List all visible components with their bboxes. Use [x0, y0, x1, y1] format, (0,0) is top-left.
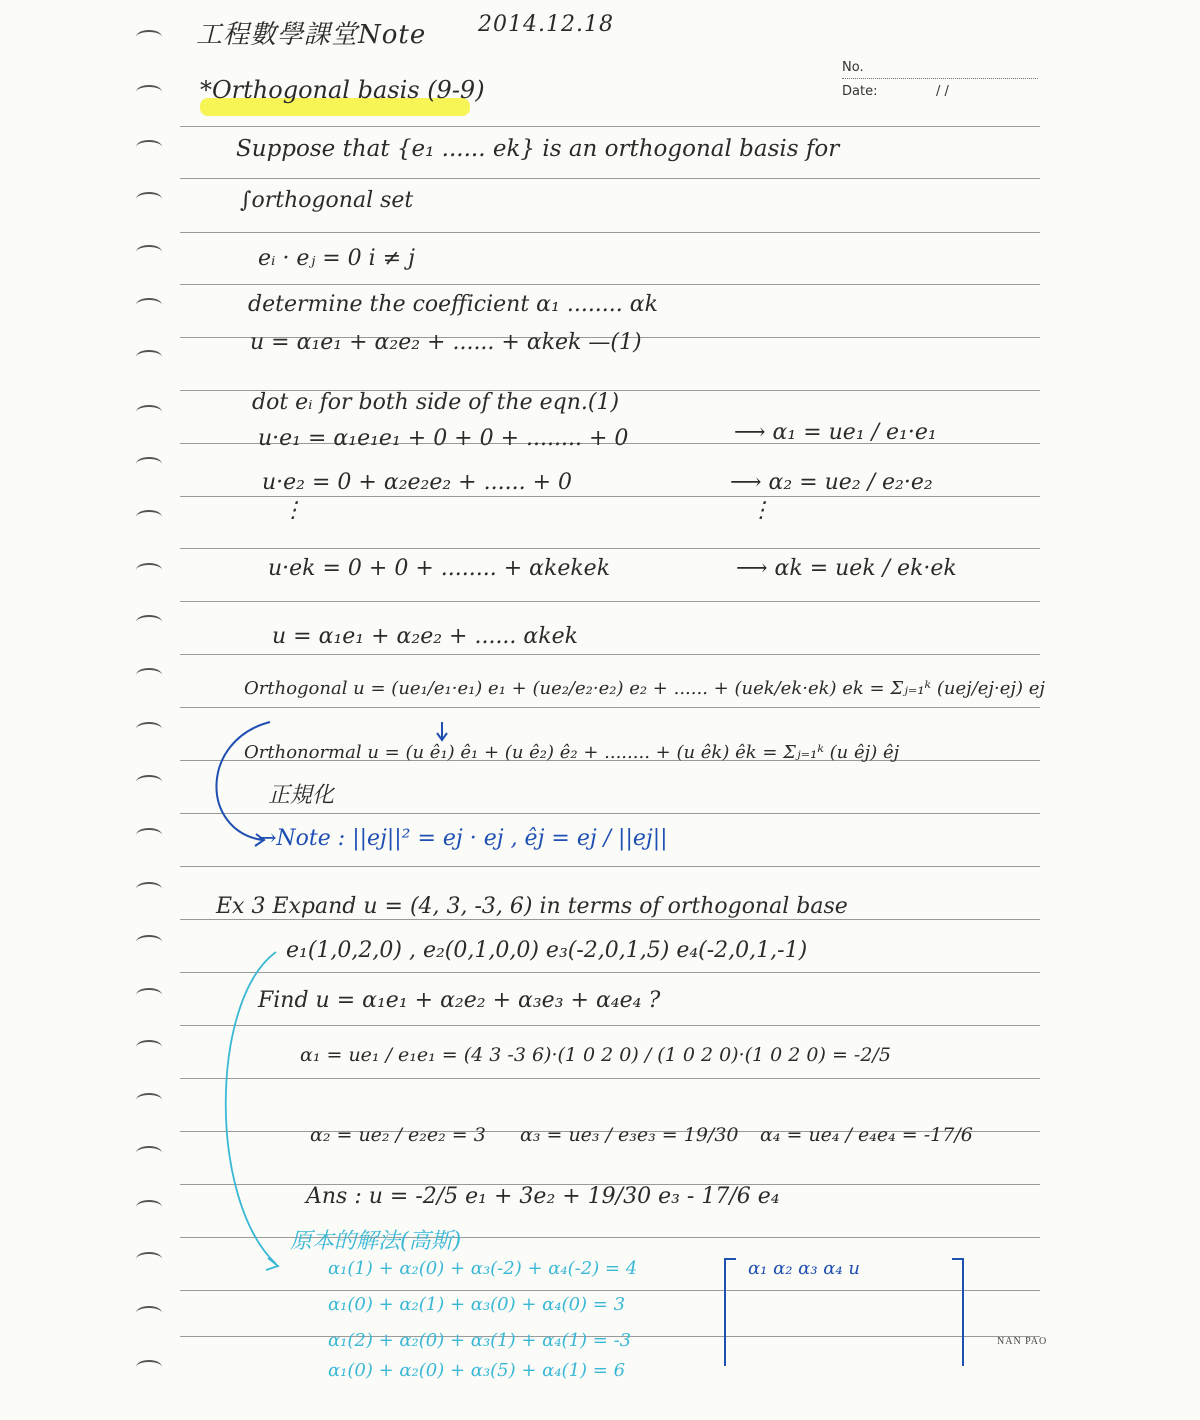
- gauss-title: 原本的解法(高斯): [290, 1229, 462, 1254]
- note-line: u = α₁e₁ + α₂e₂ + ...... + αkek —(1): [250, 330, 642, 355]
- gauss-equation: α₁(0) + α₂(0) + α₃(5) + α₄(1) = 6: [328, 1360, 626, 1381]
- note-line: ∫orthogonal set: [240, 188, 414, 213]
- alpha-2: α₂ = ue₂ / e₂e₂ = 3: [310, 1124, 486, 1146]
- note-line: 正規化: [268, 783, 335, 808]
- matrix-header: α₁ α₂ α₃ α₄ u: [748, 1258, 860, 1279]
- alpha-4: α₄ = ue₄ / e₄e₄ = -17/6: [760, 1124, 973, 1146]
- note-line-result: ⟶ α₁ = ue₁ / e₁·e₁: [734, 420, 937, 445]
- gauss-equation: α₁(2) + α₂(0) + α₃(1) + α₄(1) = -3: [328, 1330, 632, 1351]
- date-label: Date:: [842, 84, 878, 99]
- note-line-result: ⟶ α₂ = ue₂ / e₂·e₂: [730, 470, 933, 495]
- alpha-3: α₃ = ue₃ / e₃e₃ = 19/30: [520, 1124, 739, 1146]
- note-annotation: →Note : ||ej||² = ej · ej , êj = ej / ||ej||: [258, 826, 668, 851]
- alpha-1: α₁ = ue₁ / e₁e₁ = (4 3 -3 6)·(1 0 2 0) / (1 0 2 0)·(1 0 2 0) = -2/5: [300, 1044, 891, 1066]
- page-title: 工程數學課堂Note: [196, 20, 427, 50]
- example-vectors: e₁(1,0,2,0) , e₂(0,1,0,0) e₃(-2,0,1,5) e₄(-2,0,1,-1): [286, 938, 808, 963]
- section-heading: *Orthogonal basis (9-9): [200, 76, 485, 104]
- gauss-equation: α₁(0) + α₂(1) + α₃(0) + α₄(0) = 3: [328, 1294, 626, 1315]
- vertical-dots: ⋮: [282, 498, 304, 523]
- gauss-equation: α₁(1) + α₂(0) + α₃(-2) + α₄(-2) = 4: [328, 1258, 638, 1279]
- answer: Ans : u = -2/5 e₁ + 3e₂ + 19/30 e₃ - 17/6 e₄: [306, 1184, 780, 1209]
- note-line-result: ⟶ αk = uek / ek·ek: [736, 556, 957, 581]
- note-line: u·ek = 0 + 0 + ........ + αkekek: [268, 556, 611, 581]
- cyan-curved-arrow: [226, 952, 276, 1264]
- note-line: u·e₁ = α₁e₁e₁ + 0 + 0 + ........ + 0: [258, 426, 629, 451]
- note-line: Suppose that {e₁ ...... ek} is an orthogonal basis for: [236, 136, 840, 162]
- note-line: u·e₂ = 0 + α₂e₂e₂ + ...... + 0: [262, 470, 572, 495]
- note-line: Orthogonal u = (ue₁/e₁·e₁) e₁ + (ue₂/e₂·e₂) e₂ + ...... + (uek/ek·ek) ek = Σⱼ₌₁ᵏ (uej/ej·ej) ej: [244, 678, 1045, 699]
- note-line: eᵢ · eⱼ = 0 i ≠ j: [258, 246, 415, 271]
- note-line: dot eᵢ for both side of the eqn.(1): [252, 390, 620, 415]
- blue-curved-arrow: [216, 722, 270, 840]
- page-date: 2014.12.18: [478, 12, 614, 37]
- note-line: determine the coefficient α₁ ........ αk: [248, 292, 658, 317]
- note-line: Orthonormal u = (u ê₁) ê₁ + (u ê₂) ê₂ + ........ + (u êk) êk = Σⱼ₌₁ᵏ (u êj) êj: [244, 742, 900, 763]
- note-line: u = α₁e₁ + α₂e₂ + ...... αkek: [272, 624, 578, 649]
- no-label: No.: [842, 60, 864, 75]
- example-title: Ex 3 Expand u = (4, 3, -3, 6) in terms of orthogonal base: [216, 894, 848, 919]
- vertical-dots: ⋮: [750, 498, 772, 523]
- brand-mark: NAN PAO: [997, 1336, 1048, 1347]
- example-find: Find u = α₁e₁ + α₂e₂ + α₃e₃ + α₄e₄ ?: [258, 988, 661, 1013]
- date-blank: / /: [936, 84, 949, 99]
